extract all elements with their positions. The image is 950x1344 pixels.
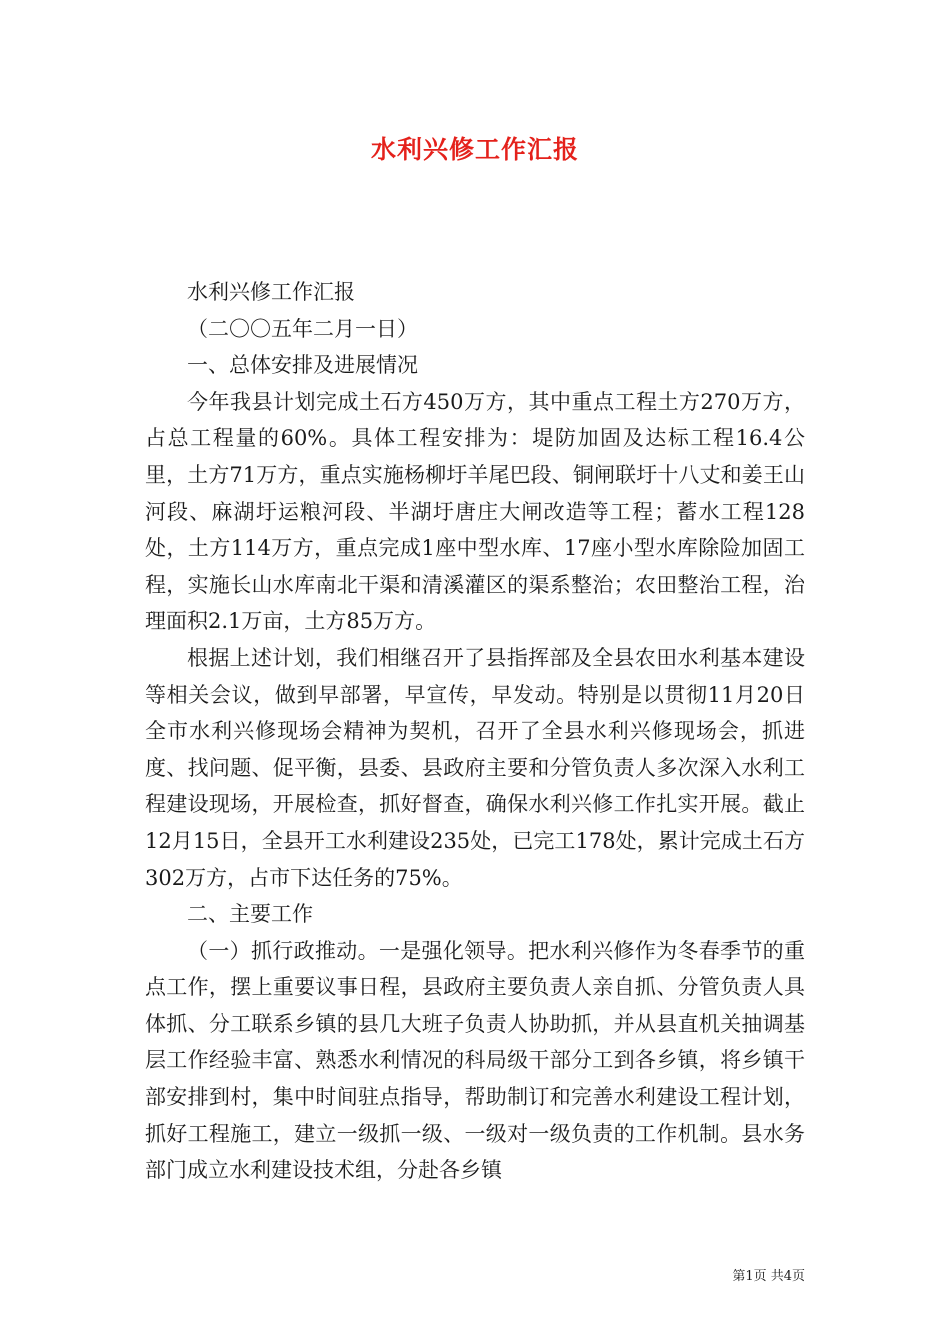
document-body (145, 274, 805, 1189)
document-title: 水利兴修工作汇报 (370, 135, 579, 164)
body-date: （二〇〇五年二月一日） (187, 316, 418, 341)
section-heading-2: 二、主要工作 (187, 902, 313, 927)
paragraph-plan: 今年我县计划完成土石方450万方，其中重点工程土方270万方，占总工程量的60%。具体工程安排为：堤防加固及达标工程16.4公里，土方71万方，重点实施杨柳圩羊尾巴段、铜闸联圩十八丈和姜王山河段、麻湖圩运粮河段、半湖圩唐庄大闸改造等工程；蓄水工程128处，土方114万方，重点完成1座中型水库、17座小型水库除险加固工程，实施长山水库南北干渠和清溪灌区的渠系整治；农田整治工程，治理面积2.1万亩，土方85万方。 (145, 389, 805, 634)
paragraph-admin: （一）抓行政推动。一是强化领导。把水利兴修作为冬春季节的重点工作，摆上重要议事日程，县政府主要负责人亲自抓、分管负责人具体抓、分工联系乡镇的县几大班子负责人协助抓，并从县直机关抽调基层工作经验丰富、熟悉水利情况的科局级干部分工到各乡镇，将乡镇干部安排到村，集中时间驻点指导，帮助制订和完善水利建设工程计划，抓好工程施工，建立一级抓一级、一级对一级负责的工作机制。县水务部门成立水利建设技术组，分赴各乡镇 (145, 938, 805, 1183)
section-heading-1: 一、总体安排及进展情况 (187, 353, 418, 378)
body-heading: 水利兴修工作汇报 (187, 280, 355, 304)
paragraph-progress: 根据上述计划，我们相继召开了县指挥部及全县农田水利基本建设等相关会议，做到早部署，早宣传，早发动。特别是以贯彻11月20日全市水利兴修现场会精神为契机，召开了全县水利兴修现场会，抓进度、找问题、促平衡，县委、县政府主要和分管负责人多次深入水利工程建设现场，开展检查，抓好督查，确保水利兴修工作扎实开展。截止12月15日，全县开工水利建设235处，已完工178处，累计完成土石方302万方，占市下达任务的75%。 (145, 645, 805, 890)
page-number: 第1页 共4页 (732, 1269, 805, 1284)
